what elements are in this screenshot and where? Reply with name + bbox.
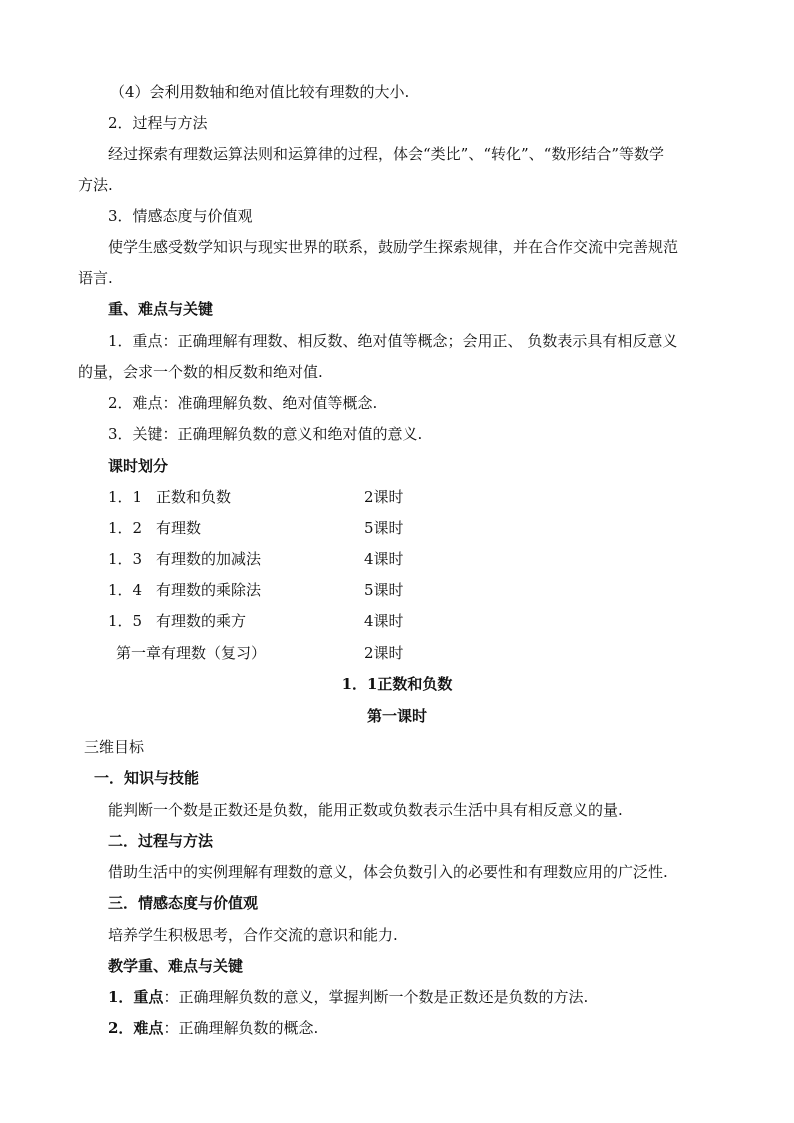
schedule-row-title: 有理数的乘除法 bbox=[156, 581, 262, 599]
schedule-row-number: 1．4 bbox=[108, 581, 143, 599]
emotion-heading: 3．情感态度与价值观 bbox=[108, 207, 253, 225]
schedule-row-number: 1．1 bbox=[108, 488, 143, 506]
lesson-subtitle: 第一课时 bbox=[366, 707, 427, 725]
key-points-heading: 重、难点与关键 bbox=[108, 300, 214, 318]
lesson-emotion-text: 培养学生积极思考，合作交流的意识和能力. bbox=[108, 926, 398, 944]
schedule-heading: 课时划分 bbox=[108, 457, 169, 475]
schedule-row-hours: 4课时 bbox=[364, 550, 404, 568]
lesson-process-text: 借助生活中的实例理解有理数的意义，体会负数引入的必要性和有理数应用的广泛性. bbox=[108, 863, 668, 881]
lesson-key-1 bbox=[108, 987, 588, 1007]
lesson-key-2-text: ：正确理解负数的概念. bbox=[163, 1019, 319, 1037]
lesson-emotion-heading: 三．情感态度与价值观 bbox=[108, 894, 259, 912]
schedule-row-hours: 5课时 bbox=[364, 519, 404, 537]
schedule-row-title: 有理数的乘方 bbox=[156, 612, 247, 630]
schedule-row-hours: 5课时 bbox=[364, 581, 404, 599]
key-point-1-line-2: 的量，会求一个数的相反数和绝对值. bbox=[78, 363, 323, 381]
lesson-title: 1．1正数和负数 bbox=[341, 675, 453, 693]
schedule-row-title: 正数和负数 bbox=[156, 488, 232, 506]
key-point-3: 3．关键：正确理解负数的意义和绝对值的意义. bbox=[108, 425, 423, 443]
process-heading: 2．过程与方法 bbox=[108, 114, 208, 132]
lesson-key-2-label: 2．难点 bbox=[108, 1019, 164, 1037]
emotion-text-line-1: 使学生感受数学知识与现实世界的联系，鼓励学生探索规律，并在合作交流中完善规范 bbox=[108, 238, 679, 256]
key-point-1-line-1: 1．重点：正确理解有理数、相反数、绝对值等概念；会用正、 负数表示具有相反意义 bbox=[108, 332, 678, 350]
lesson-key-1-text: ：正确理解负数的意义，掌握判断一个数是正数还是负数的方法. bbox=[163, 988, 589, 1006]
lesson-process-heading: 二．过程与方法 bbox=[108, 832, 214, 850]
process-text-line-1: 经过探索有理数运算法则和运算律的过程，体会“类比”、“转化”、“数形结合”等数学 bbox=[108, 145, 665, 163]
schedule-row-number: 1．5 bbox=[108, 612, 143, 630]
goals-heading: 三维目标 bbox=[84, 738, 145, 756]
lesson-key-heading: 教学重、难点与关键 bbox=[108, 957, 244, 975]
lesson-key-1-label: 1．重点 bbox=[108, 988, 164, 1006]
schedule-review-hours: 2课时 bbox=[364, 644, 404, 662]
schedule-row-title: 有理数 bbox=[156, 519, 202, 537]
emotion-text-line-2: 语言. bbox=[78, 269, 113, 287]
lesson-key-2 bbox=[108, 1018, 318, 1038]
process-text-line-2: 方法. bbox=[78, 176, 113, 194]
schedule-row-hours: 4课时 bbox=[364, 612, 404, 630]
knowledge-text: 能判断一个数是正数还是负数，能用正数或负数表示生活中具有相反意义的量. bbox=[108, 801, 623, 819]
schedule-row-hours: 2课时 bbox=[364, 488, 404, 506]
knowledge-heading: 一．知识与技能 bbox=[94, 769, 200, 787]
key-point-2: 2．难点：准确理解负数、绝对值等概念. bbox=[108, 394, 378, 412]
schedule-review-title: 第一章有理数（复习） bbox=[116, 644, 267, 662]
schedule-row-title: 有理数的加减法 bbox=[156, 550, 262, 568]
schedule-row-number: 1．3 bbox=[108, 550, 143, 568]
goal-item-4: （4）会利用数轴和绝对值比较有理数的大小. bbox=[110, 83, 410, 101]
schedule-row-number: 1．2 bbox=[108, 519, 143, 537]
